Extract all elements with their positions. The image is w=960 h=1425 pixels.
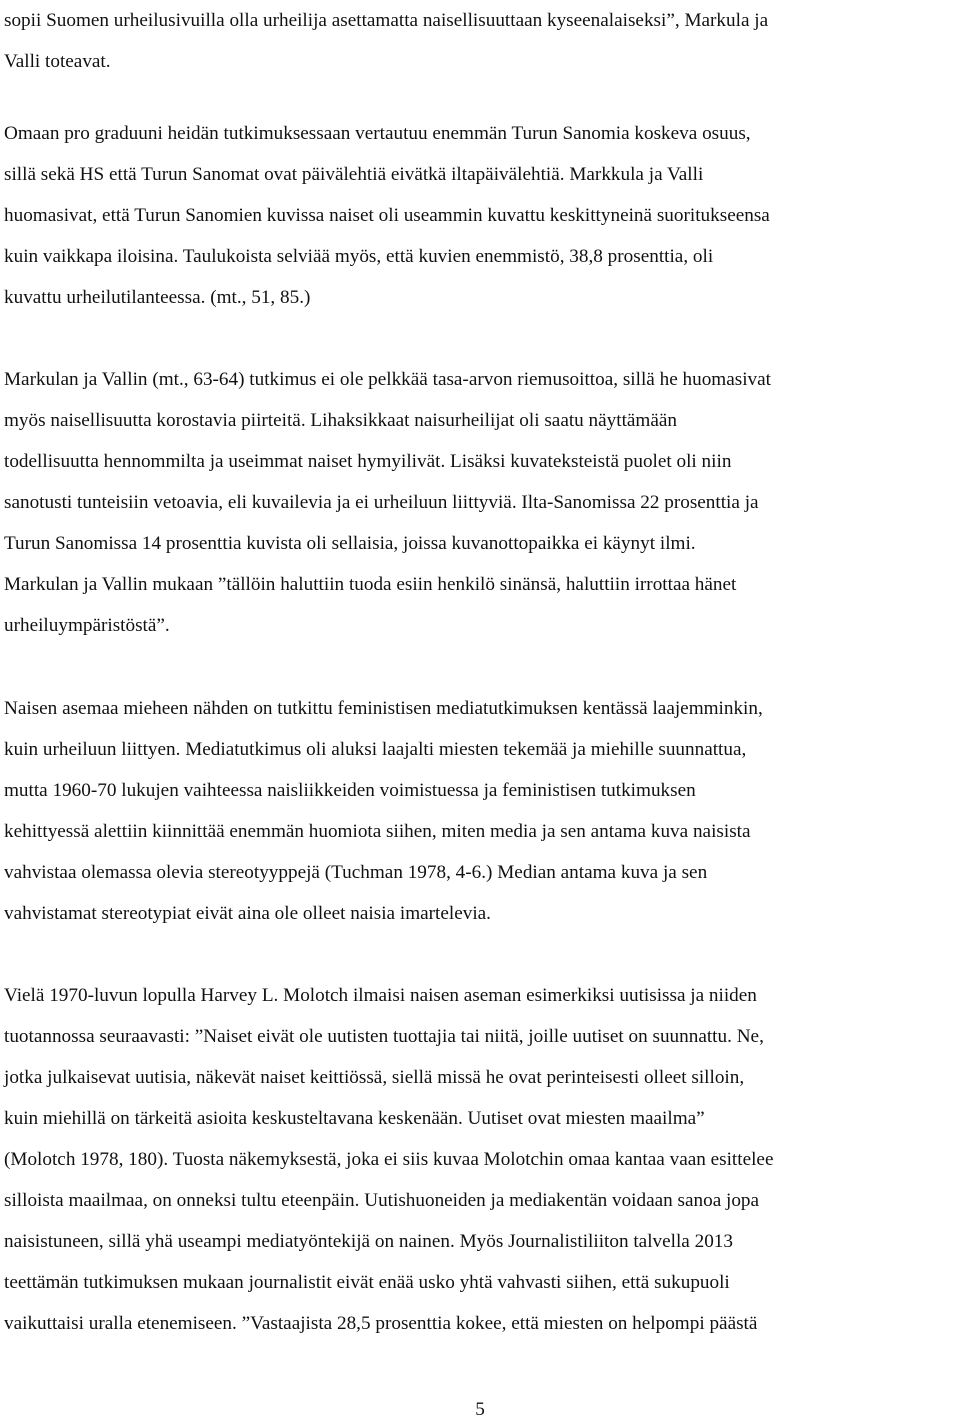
text-line: sopii Suomen urheilusivuilla olla urheilija asettamatta naisellisuuttaan kyseenalaiseksi”, Markula ja: [4, 10, 769, 31]
text-line: jotka julkaisevat uutisia, näkevät naiset keittiössä, siellä missä he ovat perinteisesti olleet silloin,: [4, 1067, 745, 1088]
paragraph-1: [4, 0, 958, 82]
text-line: myös naisellisuutta korostavia piirteitä. Lihaksikkaat naisurheilijat oli saatu näyttämään: [4, 410, 677, 431]
text-line: vahvistaa olemassa olevia stereotyyppejä (Tuchman 1978, 4-6.) Median antama kuva ja sen: [4, 862, 708, 883]
text-line: naisistuneen, sillä yhä useampi mediatyöntekijä on nainen. Myös Journalistiliiton talvella 2013: [4, 1231, 733, 1252]
paragraph-2: [4, 113, 958, 318]
paragraph-3: [4, 359, 958, 646]
page-number: 5: [475, 1399, 485, 1420]
text-line: kuin miehillä on tärkeitä asioita keskusteltavana keskenään. Uutiset ovat miesten maailma”: [4, 1108, 705, 1129]
text-line: vahvistamat stereotypiat eivät aina ole olleet naisia imartelevia.: [4, 903, 491, 924]
text-line: sanotusti tunteisiin vetoavia, eli kuvailevia ja ei urheiluun liittyviä. Ilta-Sanomissa 22 prosenttia ja: [4, 492, 759, 513]
text-line: sillä sekä HS että Turun Sanomat ovat päivälehtiä eivätkä iltapäivälehtiä. Markkula ja Valli: [4, 164, 704, 185]
text-line: Turun Sanomissa 14 prosenttia kuvista oli sellaisia, joissa kuvanottopaikka ei käynyt ilmi.: [4, 533, 696, 554]
text-line: (Molotch 1978, 180). Tuosta näkemyksestä, joka ei siis kuvaa Molotchin omaa kantaa vaan esittelee: [4, 1149, 774, 1170]
text-line: kuin vaikkapa iloisina. Taulukoista selviää myös, että kuvien enemmistö, 38,8 prosenttia, oli: [4, 246, 714, 267]
paragraph-5: [4, 975, 958, 1344]
text-line: todellisuutta hennommilta ja useimmat naiset hymyilivät. Lisäksi kuvateksteistä puolet oli niin: [4, 451, 732, 472]
text-line: Markulan ja Vallin mukaan ”tällöin haluttiin tuoda esiin henkilö sinänsä, haluttiin irrottaa hänet: [4, 574, 737, 595]
text-line: Omaan pro graduuni heidän tutkimuksessaan vertautuu enemmän Turun Sanomia koskeva osuus,: [4, 123, 751, 144]
text-line: kuin urheiluun liittyen. Mediatutkimus oli aluksi laajalti miesten tekemää ja miehille suunnattua,: [4, 739, 747, 760]
text-line: Naisen asemaa mieheen nähden on tutkittu feministisen mediatutkimuksen kentässä laajemminkin,: [4, 698, 763, 719]
text-line: tuotannossa seuraavasti: ”Naiset eivät ole uutisten tuottajia tai niitä, joille uutiset on suunnattu. Ne,: [4, 1026, 764, 1047]
text-line: silloista maailmaa, on onneksi tultu eteenpäin. Uutishuoneiden ja mediakentän voidaan sanoa jopa: [4, 1190, 760, 1211]
text-line: Markulan ja Vallin (mt., 63-64) tutkimus ei ole pelkkää tasa-arvon riemusoittoa, sillä he huomasivat: [4, 369, 771, 390]
text-line: urheiluympäristöstä”.: [4, 615, 170, 636]
text-line: mutta 1960-70 lukujen vaihteessa naisliikkeiden voimistuessa ja feministisen tutkimuksen: [4, 780, 696, 801]
text-line: kuvattu urheilutilanteessa. (mt., 51, 85.): [4, 287, 311, 308]
text-line: kehittyessä alettiin kiinnittää enemmän huomiota siihen, miten media ja sen antama kuva naisista: [4, 821, 751, 842]
text-line: huomasivat, että Turun Sanomien kuvissa naiset oli useammin kuvattu keskittyneinä suoritukseensa: [4, 205, 770, 226]
text-line: teettämän tutkimuksen mukaan journalistit eivät enää usko yhtä vahvasti siihen, että sukupuoli: [4, 1272, 730, 1293]
text-line: Vielä 1970-luvun lopulla Harvey L. Molotch ilmaisi naisen aseman esimerkiksi uutisissa ja niiden: [4, 985, 757, 1006]
text-line: vaikuttaisi uralla etenemiseen. ”Vastaajista 28,5 prosenttia kokee, että miesten on helpompi päästä: [4, 1313, 758, 1334]
text-line: Valli toteavat.: [4, 51, 111, 72]
paragraph-4: [4, 688, 958, 934]
